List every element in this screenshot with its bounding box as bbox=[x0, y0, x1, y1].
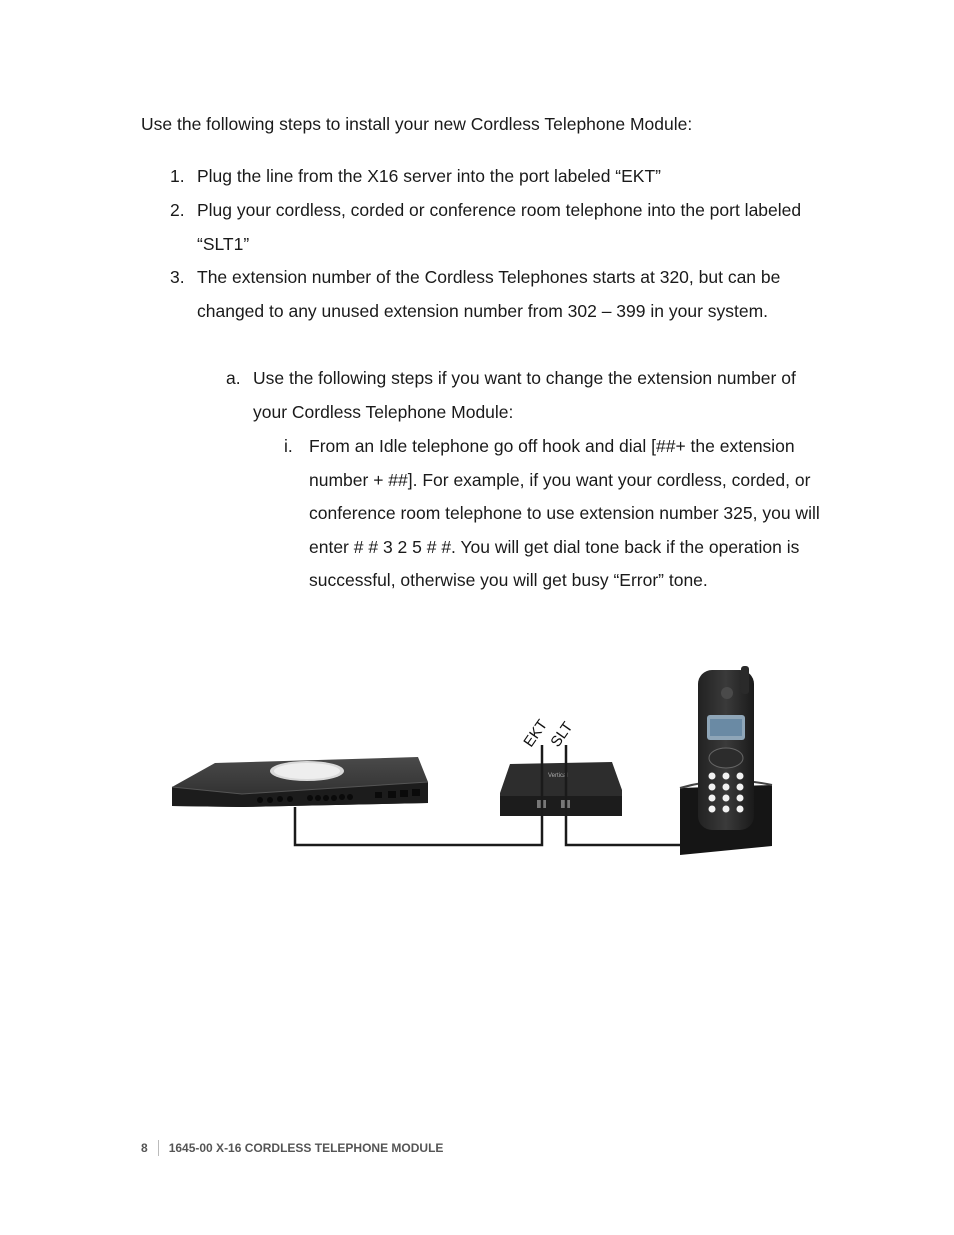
step-1-text: Plug the line from the X16 server into the port labeled “EKT” bbox=[197, 166, 661, 186]
ekt-port-label: EKT bbox=[520, 716, 552, 751]
step-1 bbox=[170, 160, 810, 194]
cordless-telephone-module-image bbox=[500, 762, 622, 816]
step-3a-i-text: From an Idle telephone go off hook and dial [##+ the extension number + ##]. For example, if you want your cordless, corded, or conference room telephone to use extension number 325, you will enter # # 3 2 5 # #. You will get dial tone back if the operation is successful, otherwise you will get busy “Error” tone. bbox=[309, 436, 820, 591]
step-1-marker: 1. bbox=[170, 166, 185, 186]
step-3a bbox=[226, 362, 826, 429]
module-brand-label: Vertical bbox=[548, 773, 568, 779]
intro-text: Use the following steps to install your new Cordless Telephone Module: bbox=[141, 114, 693, 134]
step-2-marker: 2. bbox=[170, 200, 185, 220]
step-3 bbox=[170, 261, 810, 328]
page-number: 8 bbox=[141, 1141, 148, 1155]
step-3-text: The extension number of the Cordless Telephones starts at 320, but can be changed to any unused extension number from 302 – 399 in your system. bbox=[197, 267, 781, 321]
document-title: 1645-00 X-16 CORDLESS TELEPHONE MODULE bbox=[168, 1141, 444, 1155]
slt-port-label: SLT bbox=[547, 718, 577, 751]
cordless-phone-image bbox=[680, 666, 772, 855]
step-3a-marker: a. bbox=[226, 368, 241, 388]
step-2-text: Plug your cordless, corded or conference room telephone into the port labeled “SLT1” bbox=[197, 200, 802, 254]
step-2 bbox=[170, 194, 810, 261]
step-3a-text: Use the following steps if you want to change the extension number of your Cordless Telephone Module: bbox=[253, 368, 796, 422]
step-3a-i bbox=[284, 430, 824, 598]
installation-diagram bbox=[160, 660, 800, 870]
footer-divider bbox=[158, 1140, 159, 1156]
x16-server-image bbox=[172, 757, 428, 807]
step-3a-i-marker: i. bbox=[284, 436, 293, 456]
step-3-marker: 3. bbox=[170, 267, 185, 287]
page-footer bbox=[141, 1140, 443, 1156]
